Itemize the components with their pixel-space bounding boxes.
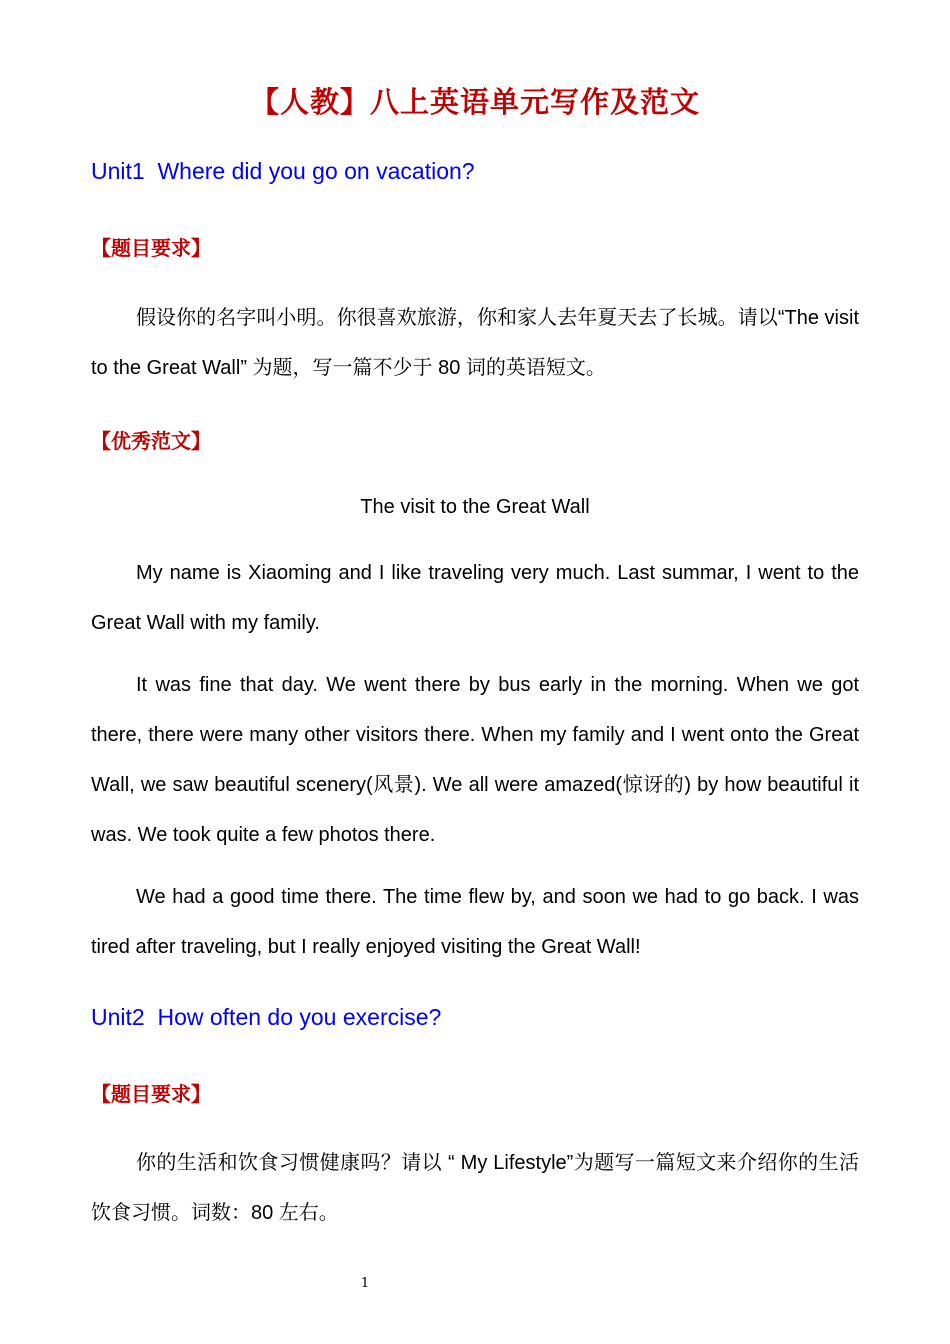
unit2-requirement-label: 【题目要求】 [91,1082,211,1106]
unit1-sample-label: 【优秀范文】 [91,429,211,453]
document-title: 【人教】八上英语单元写作及范文 [249,85,700,119]
unit1-requirement-text: 假设你的名字叫小明。你很喜欢旅游，你和家人去年夏天去了长城。请以“The visit to the Great Wall” 为题，写一篇不少于 80 词的英语短文。 [91,307,859,379]
unit1-requirement-label: 【题目要求】 [91,236,211,260]
unit2-heading: Unit2 How often do you exercise? [91,1004,442,1030]
unit1-heading: Unit1 Where did you go on vacation? [91,158,475,184]
essay-paragraph-3: We had a good time there. The time flew by, and soon we had to go back. I was tired after traveling, but I really enjoyed visiting the Great Wall! [91,886,859,958]
page-number: 1 [360,1276,370,1291]
essay-paragraph-1: My name is Xiaoming and I like traveling very much. Last summar, I went to the Great Wall with my family. [91,562,859,634]
essay-title: The visit to the Great Wall [360,496,590,518]
essay-paragraph-2: It was fine that day. We went there by bus early in the morning. When we got there, there were many other visitors there. When my family and I went onto the Great Wall, we saw beautiful scenery(风景). We all were amazed(惊讶的) by how beautiful it was. We took quite a few photos there. [91,674,859,846]
unit2-requirement-text: 你的生活和饮食习惯健康吗？请以 “ My Lifestyle”为题写一篇短文来介绍你的生活饮食习惯。词数：80 左右。 [91,1152,859,1224]
